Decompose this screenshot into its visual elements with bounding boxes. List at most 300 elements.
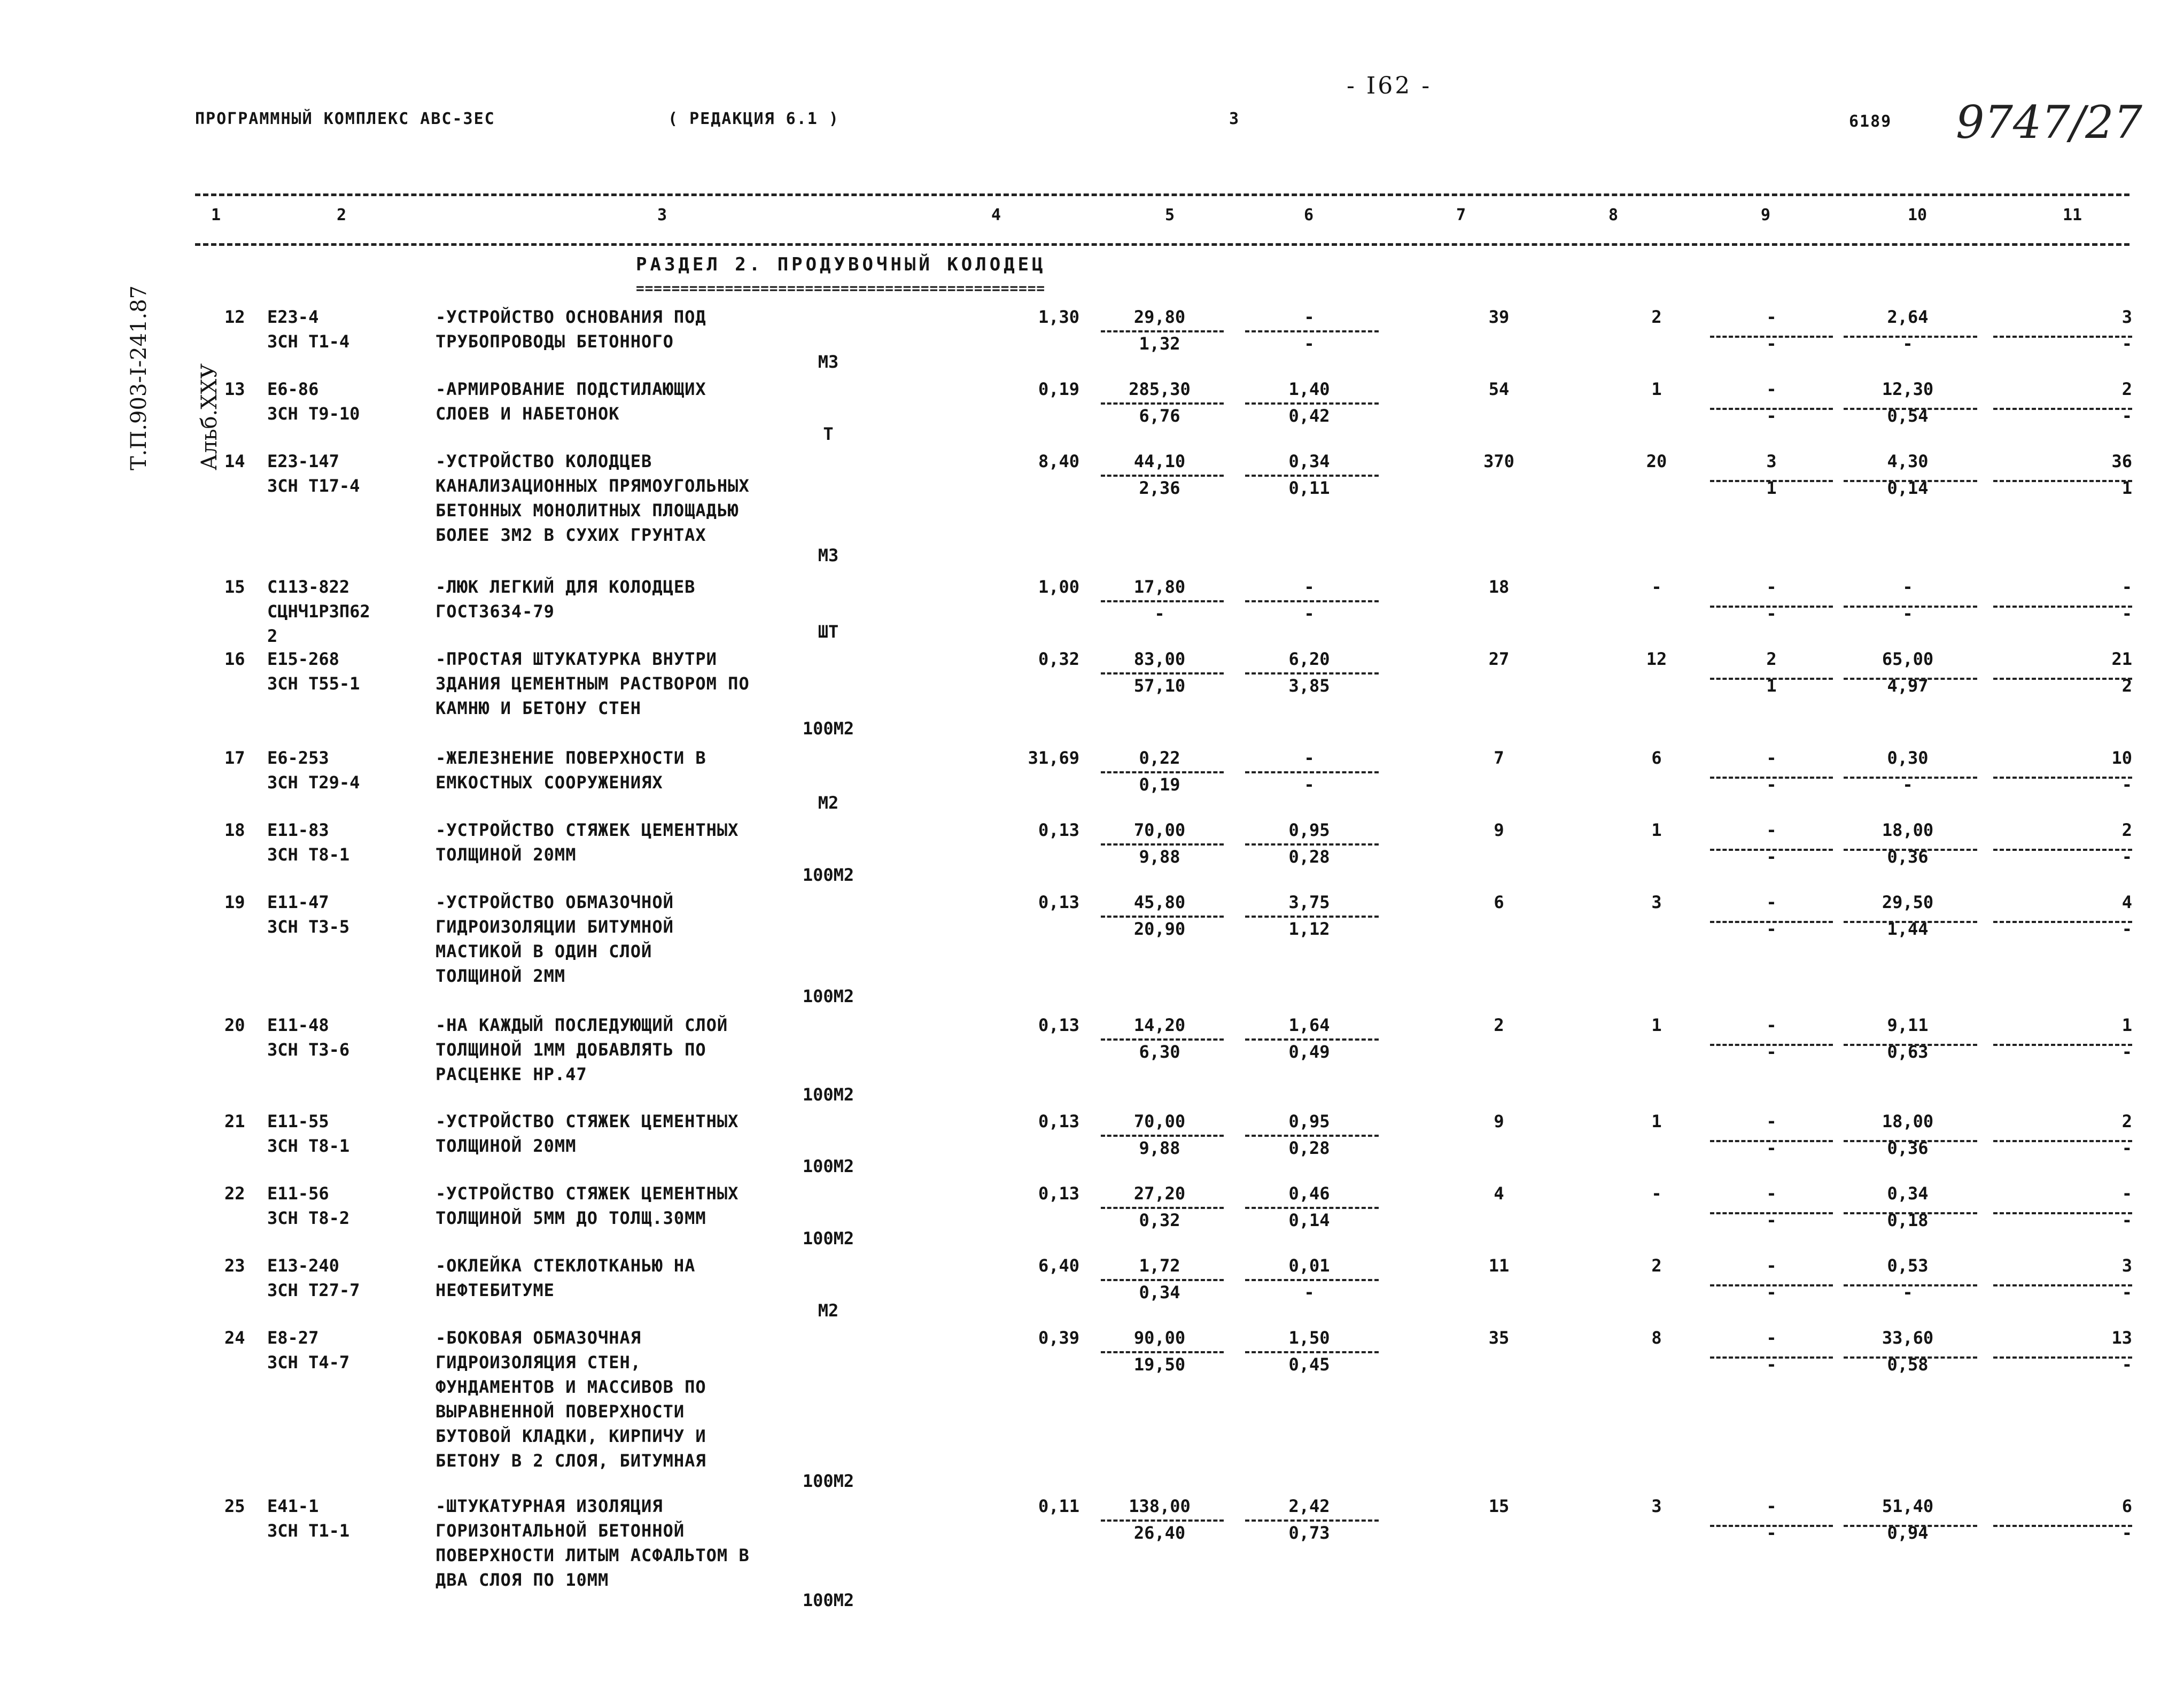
- value-divider: [1245, 475, 1379, 477]
- labor-hours: 0,30: [1887, 748, 1929, 768]
- wages-total: 1: [1651, 1015, 1662, 1035]
- work-description-line: РАСЦЕНКЕ НР.47: [436, 1064, 587, 1084]
- work-description-line: -ПРОСТАЯ ШТУКАТУРКА ВНУТРИ: [436, 649, 717, 669]
- value-divider: [1710, 336, 1833, 338]
- value-divider: [1844, 336, 1977, 338]
- value-divider: [1101, 1207, 1224, 1209]
- value-divider: [1993, 921, 2132, 923]
- machine-wages-total: -: [1766, 1138, 1777, 1158]
- wages-total: 2: [1651, 1255, 1662, 1276]
- machine-wages-total: -: [1766, 603, 1777, 624]
- machine-wages-total: -: [1766, 1523, 1777, 1543]
- machine-wage-cost: -: [1304, 334, 1315, 354]
- unit-label: 100М2: [802, 986, 854, 1006]
- labor-total: 2: [2121, 1111, 2132, 1131]
- total-cost: 35: [1488, 1328, 1510, 1348]
- unit-label: М2: [818, 793, 839, 813]
- unit-wage-cost: 20,90: [1133, 919, 1186, 939]
- work-description-line: -УСТРОЙСТВО ОСНОВАНИЯ ПОД: [436, 307, 706, 327]
- machine-total: -: [1766, 1183, 1777, 1204]
- labor-total: 1: [2121, 1015, 2132, 1035]
- machine-cost: 3,75: [1288, 892, 1330, 912]
- value-divider: [1993, 336, 2132, 338]
- total-cost: 11: [1488, 1255, 1510, 1276]
- work-description-line: -ЖЕЛЕЗНЕНИЕ ПОВЕРХНОСТИ В: [436, 748, 706, 768]
- work-description-line: -УСТРОЙСТВО СТЯЖЕК ЦЕМЕНТНЫХ: [436, 1111, 739, 1131]
- machine-cost: -: [1304, 577, 1315, 597]
- work-description-line: ТОЛЩИНОЙ 2ММ: [436, 966, 566, 986]
- row-number: 15: [224, 577, 245, 597]
- labor-total: -: [2121, 1183, 2132, 1204]
- norm-reference: СЦНЧ1Р3П62: [267, 601, 370, 622]
- value-divider: [1101, 475, 1224, 477]
- program-title: ПРОГРАММНЫЙ КОМПЛЕКС АВС-ЗЕС: [195, 110, 495, 128]
- unit-wage-cost: -: [1154, 603, 1165, 624]
- work-description-line: -НА КАЖДЫЙ ПОСЛЕДУЮЩИЙ СЛОЙ: [436, 1015, 728, 1035]
- value-divider: [1245, 843, 1379, 846]
- work-description-line: МАСТИКОЙ В ОДИН СЛОЙ: [436, 941, 652, 962]
- unit-wage-cost: 6,76: [1139, 406, 1180, 426]
- value-divider: [1993, 777, 2132, 779]
- machinist-hours: 0,58: [1887, 1354, 1929, 1375]
- machinist-hours: -: [1902, 1282, 1913, 1302]
- machine-cost: -: [1304, 748, 1315, 768]
- unit-label: М3: [818, 352, 839, 372]
- value-divider: [1710, 606, 1833, 608]
- unit-cost: 83,00: [1133, 649, 1186, 669]
- machinist-total: -: [2121, 1523, 2132, 1543]
- album-reference-line2: Альб.XXУ: [197, 363, 222, 470]
- machine-wages-total: -: [1766, 1282, 1777, 1302]
- work-description-line: ВЫРАВНЕННОЙ ПОВЕРХНОСТИ: [436, 1401, 685, 1422]
- row-number: 22: [224, 1183, 245, 1204]
- unit-label: М3: [818, 545, 839, 565]
- unit-cost: 70,00: [1133, 1111, 1186, 1131]
- labor-hours: -: [1902, 577, 1913, 597]
- work-description-line: ТОЛЩИНОЙ 5ММ ДО ТОЛЩ.30ММ: [436, 1208, 706, 1228]
- machine-cost: 0,46: [1288, 1183, 1330, 1204]
- quantity: 0,39: [1038, 1328, 1079, 1348]
- machinist-total: -: [2121, 1282, 2132, 1302]
- total-cost: 9: [1494, 1111, 1504, 1131]
- work-description-line: -БОКОВАЯ ОБМАЗОЧНАЯ: [436, 1328, 642, 1348]
- value-divider: [1710, 1525, 1833, 1527]
- norm-reference: ЗСН Т1-1: [267, 1521, 350, 1541]
- work-description-line: ДВА СЛОЯ ПО 10ММ: [436, 1570, 609, 1590]
- machine-total: -: [1766, 820, 1777, 840]
- unit-cost: 138,00: [1129, 1496, 1191, 1516]
- total-cost: 370: [1483, 451, 1514, 471]
- value-divider: [1993, 1356, 2132, 1359]
- machinist-total: -: [2121, 1042, 2132, 1062]
- machine-cost: 6,20: [1288, 649, 1330, 669]
- total-cost: 27: [1488, 649, 1510, 669]
- row-number: 21: [224, 1111, 245, 1131]
- value-divider: [1245, 672, 1379, 674]
- rate-code: Е11-48: [267, 1015, 329, 1035]
- machine-cost: 0,34: [1288, 451, 1330, 471]
- rate-code: Е11-56: [267, 1183, 329, 1204]
- unit-wage-cost: 0,32: [1139, 1210, 1180, 1230]
- machine-cost: 2,42: [1288, 1496, 1330, 1516]
- value-divider: [1245, 1351, 1379, 1353]
- wages-total: 6: [1651, 748, 1662, 768]
- machinist-total: -: [2121, 1354, 2132, 1375]
- machinist-hours: -: [1902, 334, 1913, 354]
- machinist-hours: 0,36: [1887, 847, 1929, 867]
- unit-label: 100М2: [802, 1156, 854, 1176]
- column-number: 10: [1908, 206, 1927, 224]
- machine-total: -: [1766, 1111, 1777, 1131]
- value-divider: [1245, 771, 1379, 773]
- unit-label: 100М2: [802, 1084, 854, 1105]
- work-description-line: ПОВЕРХНОСТИ ЛИТЫМ АСФАЛЬТОМ В: [436, 1545, 750, 1565]
- labor-total: 10: [2111, 748, 2132, 768]
- labor-hours: 18,00: [1882, 820, 1934, 840]
- album-reference-line1: Т.П.903-I-241.87: [127, 285, 151, 470]
- wages-total: -: [1651, 577, 1662, 597]
- machinist-hours: 0,18: [1887, 1210, 1929, 1230]
- labor-hours: 65,00: [1882, 649, 1934, 669]
- value-divider: [1844, 777, 1977, 779]
- value-divider: [1245, 916, 1379, 918]
- unit-wage-cost: 6,30: [1139, 1042, 1180, 1062]
- wages-total: 12: [1646, 649, 1667, 669]
- machinist-hours: 0,94: [1887, 1523, 1929, 1543]
- section-title: РАЗДЕЛ 2. ПРОДУВОЧНЫЙ КОЛОДЕЦ: [636, 254, 1046, 275]
- machine-total: -: [1766, 577, 1777, 597]
- machinist-hours: 4,97: [1887, 676, 1929, 696]
- machinist-total: 2: [2121, 676, 2132, 696]
- work-description-line: СЛОЕВ И НАБЕТОНОК: [436, 404, 620, 424]
- norm-reference: ЗСН Т3-6: [267, 1040, 350, 1060]
- wages-total: 1: [1651, 1111, 1662, 1131]
- row-number: 23: [224, 1255, 245, 1276]
- value-divider: [1101, 1519, 1224, 1522]
- quantity: 6,40: [1038, 1255, 1079, 1276]
- value-divider: [1101, 1351, 1224, 1353]
- machine-wage-cost: 0,28: [1288, 1138, 1330, 1158]
- machine-wage-cost: 0,14: [1288, 1210, 1330, 1230]
- work-description-line: -УСТРОЙСТВО СТЯЖЕК ЦЕМЕНТНЫХ: [436, 1183, 739, 1204]
- wages-total: 3: [1651, 1496, 1662, 1516]
- column-number: 11: [2063, 206, 2082, 224]
- album-reference: [80, 285, 245, 470]
- unit-cost: 0,22: [1139, 748, 1180, 768]
- value-divider: [1710, 1284, 1833, 1286]
- machine-wages-total: -: [1766, 334, 1777, 354]
- machine-wages-total: -: [1766, 406, 1777, 426]
- machine-wage-cost: 0,45: [1288, 1354, 1330, 1375]
- value-divider: [1245, 1519, 1379, 1522]
- machinist-total: -: [2121, 774, 2132, 795]
- rate-code: Е11-83: [267, 820, 329, 840]
- labor-hours: 51,40: [1882, 1496, 1934, 1516]
- work-description-line: ТОЛЩИНОЙ 20ММ: [436, 1136, 577, 1156]
- work-description-line: ТОЛЩИНОЙ 20ММ: [436, 844, 577, 865]
- labor-total: 21: [2111, 649, 2132, 669]
- work-description-line: ТОЛЩИНОЙ 1ММ ДОБАВЛЯТЬ ПО: [436, 1040, 706, 1060]
- unit-wage-cost: 9,88: [1139, 1138, 1180, 1158]
- machine-wage-cost: 3,85: [1288, 676, 1330, 696]
- quantity: 0,13: [1038, 820, 1079, 840]
- norm-reference: ЗСН Т3-5: [267, 917, 350, 937]
- machine-total: -: [1766, 1255, 1777, 1276]
- unit-cost: 17,80: [1133, 577, 1186, 597]
- unit-wage-cost: 2,36: [1139, 478, 1180, 498]
- work-description-line: КАНАЛИЗАЦИОННЫХ ПРЯМОУГОЛЬНЫХ: [436, 476, 750, 496]
- machine-total: 3: [1766, 451, 1777, 471]
- labor-hours: 9,11: [1887, 1015, 1929, 1035]
- labor-total: 3: [2121, 1255, 2132, 1276]
- machine-wage-cost: 0,11: [1288, 478, 1330, 498]
- machine-cost: 0,01: [1288, 1255, 1330, 1276]
- total-cost: 9: [1494, 820, 1504, 840]
- row-number: 12: [224, 307, 245, 327]
- machine-wages-total: -: [1766, 1210, 1777, 1230]
- total-cost: 7: [1494, 748, 1504, 768]
- machine-wage-cost: 0,42: [1288, 406, 1330, 426]
- work-description-line: -ОКЛЕЙКА СТЕКЛОТКАНЬЮ НА: [436, 1255, 696, 1276]
- machinist-total: -: [2121, 847, 2132, 867]
- wages-total: 2: [1651, 307, 1662, 327]
- work-description-line: ГИДРОИЗОЛЯЦИИ БИТУМНОЙ: [436, 917, 674, 937]
- work-description-line: ГОРИЗОНТАЛЬНОЙ БЕТОННОЙ: [436, 1521, 685, 1541]
- machinist-total: -: [2121, 919, 2132, 939]
- value-divider: [1993, 1044, 2132, 1046]
- unit-cost: 27,20: [1133, 1183, 1186, 1204]
- document-code: 6189: [1849, 112, 1892, 131]
- rate-code: Е6-86: [267, 379, 319, 399]
- work-description-line: -УСТРОЙСТВО КОЛОДЦЕВ: [436, 451, 652, 471]
- unit-label: ШТ: [818, 622, 839, 642]
- wages-total: 20: [1646, 451, 1667, 471]
- row-number: 18: [224, 820, 245, 840]
- unit-cost: 45,80: [1133, 892, 1186, 912]
- value-divider: [1710, 921, 1833, 923]
- machinist-hours: -: [1902, 774, 1913, 795]
- machine-cost: 1,50: [1288, 1328, 1330, 1348]
- quantity: 0,13: [1038, 1183, 1079, 1204]
- unit-wage-cost: 57,10: [1133, 676, 1186, 696]
- value-divider: [1245, 1279, 1379, 1281]
- work-description-line: ГОСТ3634-79: [436, 601, 555, 622]
- value-divider: [1844, 849, 1977, 851]
- labor-hours: 0,53: [1887, 1255, 1929, 1276]
- edition-label: ( РЕДАКЦИЯ 6.1 ): [668, 110, 840, 128]
- sheet-number: 3: [1229, 110, 1240, 128]
- value-divider: [1245, 330, 1379, 332]
- norm-reference: ЗСН Т29-4: [267, 772, 360, 793]
- quantity: 31,69: [1028, 748, 1079, 768]
- work-description-line: КАМНЮ И БЕТОНУ СТЕН: [436, 698, 642, 718]
- unit-label: 100М2: [802, 1471, 854, 1491]
- work-description-line: ЕМКОСТНЫХ СООРУЖЕНИЯХ: [436, 772, 663, 793]
- value-divider: [1245, 1038, 1379, 1041]
- value-divider: [1844, 480, 1977, 482]
- value-divider: [1101, 330, 1224, 332]
- value-divider: [1710, 1044, 1833, 1046]
- machine-cost: 1,64: [1288, 1015, 1330, 1035]
- work-description-line: -ЛЮК ЛЕГКИЙ ДЛЯ КОЛОДЦЕВ: [436, 577, 696, 597]
- work-description-line: БЕТОНУ В 2 СЛОЯ, БИТУМНАЯ: [436, 1451, 706, 1471]
- machine-total: -: [1766, 307, 1777, 327]
- quantity: 0,13: [1038, 1015, 1079, 1035]
- labor-total: 4: [2121, 892, 2132, 912]
- row-number: 25: [224, 1496, 245, 1516]
- column-number: 4: [991, 206, 1001, 224]
- machinist-hours: 1,44: [1887, 919, 1929, 939]
- unit-cost: 285,30: [1129, 379, 1191, 399]
- value-divider: [1101, 1038, 1224, 1041]
- work-description-line: ЗДАНИЯ ЦЕМЕНТНЫМ РАСТВОРОМ ПО: [436, 673, 750, 694]
- column-number: 5: [1165, 206, 1175, 224]
- work-description-line: ГИДРОИЗОЛЯЦИЯ СТЕН,: [436, 1352, 642, 1373]
- machinist-hours: 0,54: [1887, 406, 1929, 426]
- machinist-hours: 0,63: [1887, 1042, 1929, 1062]
- quantity: 0,32: [1038, 649, 1079, 669]
- work-description-line: БУТОВОЙ КЛАДКИ, КИРПИЧУ И: [436, 1426, 706, 1446]
- labor-total: 2: [2121, 379, 2132, 399]
- section-underline: ==============================================: [636, 281, 1046, 297]
- value-divider: [1245, 1135, 1379, 1137]
- machine-wages-total: -: [1766, 1354, 1777, 1375]
- value-divider: [1993, 606, 2132, 608]
- total-cost: 54: [1488, 379, 1510, 399]
- value-divider: [1245, 1207, 1379, 1209]
- norm-reference: ЗСН Т1-4: [267, 331, 350, 352]
- value-divider: [1101, 1279, 1224, 1281]
- norm-reference: ЗСН Т4-7: [267, 1352, 350, 1373]
- value-divider: [1710, 408, 1833, 410]
- norm-reference: ЗСН Т8-1: [267, 1136, 350, 1156]
- machinist-total: -: [2121, 406, 2132, 426]
- work-description-line: -УСТРОЙСТВО ОБМАЗОЧНОЙ: [436, 892, 674, 912]
- value-divider: [1844, 408, 1977, 410]
- unit-cost: 1,72: [1139, 1255, 1180, 1276]
- value-divider: [1844, 1525, 1977, 1527]
- rate-code: Е23-4: [267, 307, 319, 327]
- value-divider: [1101, 402, 1224, 405]
- value-divider: [1993, 408, 2132, 410]
- machine-wage-cost: 0,49: [1288, 1042, 1330, 1062]
- value-divider: [1844, 1212, 1977, 1214]
- work-description-line: ТРУБОПРОВОДЫ БЕТОННОГО: [436, 331, 674, 352]
- unit-label: 100М2: [802, 1228, 854, 1249]
- unit-label: 100М2: [802, 718, 854, 739]
- row-number: 16: [224, 649, 245, 669]
- labor-total: 6: [2121, 1496, 2132, 1516]
- unit-cost: 29,80: [1133, 307, 1186, 327]
- machine-wage-cost: 1,12: [1288, 919, 1330, 939]
- machine-wages-total: -: [1766, 919, 1777, 939]
- rate-code: Е8-27: [267, 1328, 319, 1348]
- handwritten-number: 9747/27: [1956, 96, 2142, 149]
- value-divider: [1710, 1140, 1833, 1142]
- unit-cost: 70,00: [1133, 820, 1186, 840]
- machinist-total: -: [2121, 603, 2132, 624]
- row-number: 14: [224, 451, 245, 471]
- labor-total: 36: [2111, 451, 2132, 471]
- value-divider: [1844, 678, 1977, 680]
- machinist-total: -: [2121, 1138, 2132, 1158]
- value-divider: [1993, 1212, 2132, 1214]
- work-description-line: БЕТОННЫХ МОНОЛИТНЫХ ПЛОЩАДЬЮ: [436, 500, 739, 521]
- column-number: 8: [1608, 206, 1619, 224]
- quantity: 0,13: [1038, 1111, 1079, 1131]
- rate-code: Е6-253: [267, 748, 329, 768]
- norm-reference: ЗСН Т8-2: [267, 1208, 350, 1228]
- column-number: 3: [657, 206, 667, 224]
- rate-code: Е15-268: [267, 649, 339, 669]
- labor-hours: 4,30: [1887, 451, 1929, 471]
- machinist-hours: 0,14: [1887, 478, 1929, 498]
- quantity: 0,13: [1038, 892, 1079, 912]
- total-cost: 6: [1494, 892, 1504, 912]
- value-divider: [1993, 1140, 2132, 1142]
- value-divider: [1710, 849, 1833, 851]
- value-divider: [1101, 916, 1224, 918]
- column-number: 1: [211, 206, 221, 224]
- value-divider: [1245, 600, 1379, 602]
- total-cost: 18: [1488, 577, 1510, 597]
- value-divider: [1101, 672, 1224, 674]
- value-divider: [1710, 777, 1833, 779]
- labor-total: 2: [2121, 820, 2132, 840]
- unit-wage-cost: 1,32: [1139, 334, 1180, 354]
- rate-code: Е41-1: [267, 1496, 319, 1516]
- machine-wages-total: 1: [1766, 478, 1777, 498]
- machinist-total: -: [2121, 1210, 2132, 1230]
- quantity: 1,30: [1038, 307, 1079, 327]
- labor-total: -: [2121, 577, 2132, 597]
- column-number: 6: [1304, 206, 1314, 224]
- value-divider: [1993, 678, 2132, 680]
- value-divider: [1844, 606, 1977, 608]
- norm-reference: ЗСН Т8-1: [267, 844, 350, 865]
- value-divider: [1844, 921, 1977, 923]
- machine-total: -: [1766, 892, 1777, 912]
- unit-label: М2: [818, 1300, 839, 1321]
- value-divider: [1710, 678, 1833, 680]
- machine-cost: 0,95: [1288, 820, 1330, 840]
- page-number: - I62 -: [1347, 72, 1432, 99]
- value-divider: [1993, 480, 2132, 482]
- value-divider: [1101, 600, 1224, 602]
- row-number: 19: [224, 892, 245, 912]
- value-divider: [1710, 1356, 1833, 1359]
- value-divider: [1993, 849, 2132, 851]
- column-number: 7: [1456, 206, 1466, 224]
- machine-total: -: [1766, 1496, 1777, 1516]
- value-divider: [1710, 480, 1833, 482]
- norm-reference: ЗСН Т55-1: [267, 673, 360, 694]
- row-number: 13: [224, 379, 245, 399]
- quantity: 0,11: [1038, 1496, 1079, 1516]
- value-divider: [1710, 1212, 1833, 1214]
- wages-total: 3: [1651, 892, 1662, 912]
- unit-wage-cost: 26,40: [1133, 1523, 1186, 1543]
- column-number: 2: [337, 206, 347, 224]
- value-divider: [1844, 1140, 1977, 1142]
- machinist-total: -: [2121, 334, 2132, 354]
- machine-total: -: [1766, 379, 1777, 399]
- unit-cost: 44,10: [1133, 451, 1186, 471]
- unit-label: Т: [823, 424, 834, 444]
- unit-wage-cost: 19,50: [1133, 1354, 1186, 1375]
- machine-wages-total: -: [1766, 774, 1777, 795]
- labor-hours: 33,60: [1882, 1328, 1934, 1348]
